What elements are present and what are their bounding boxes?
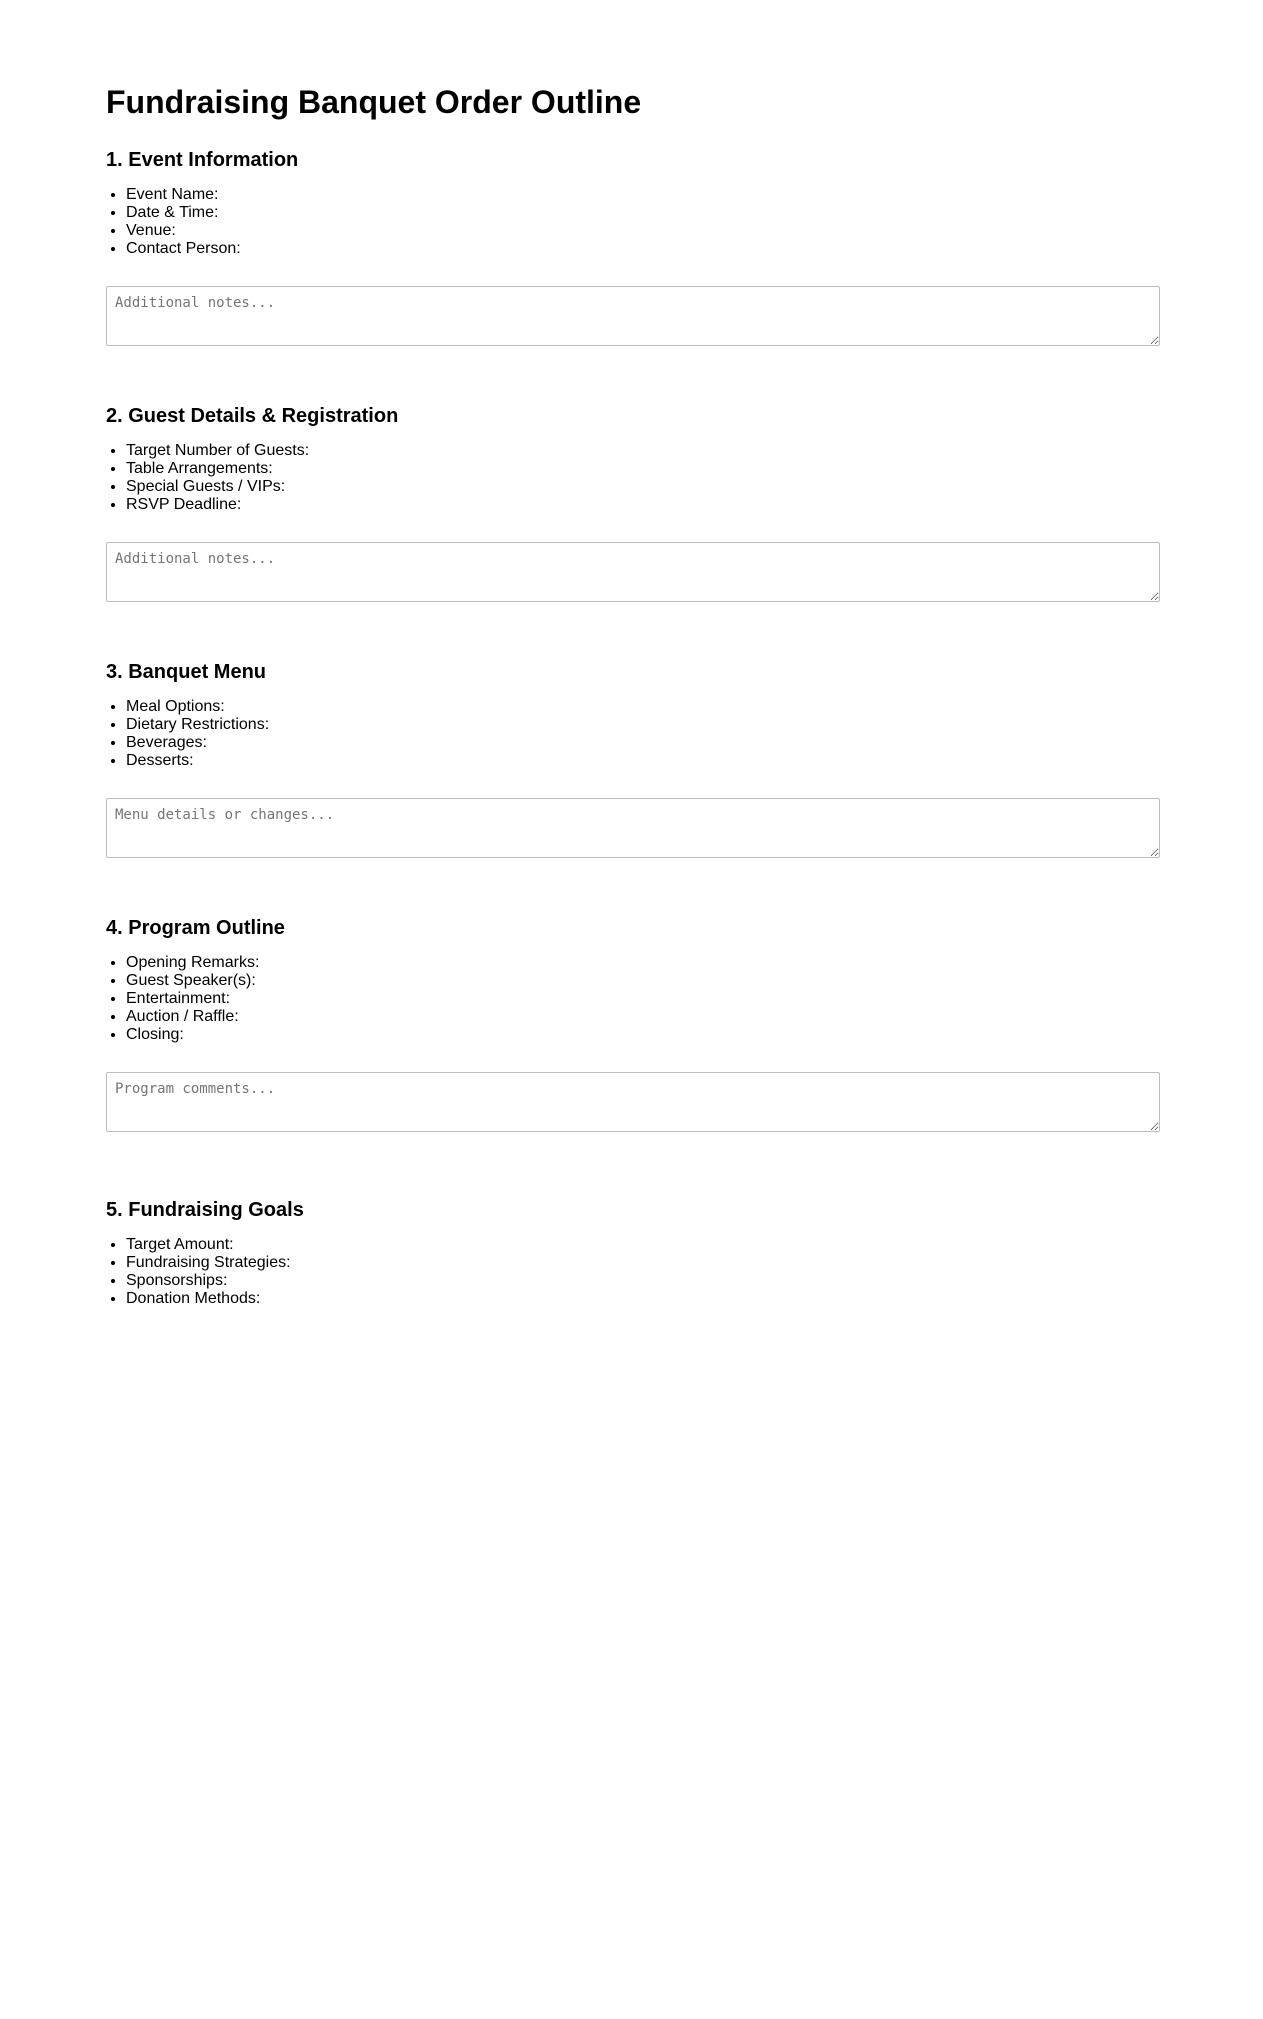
section-heading: 1. Event Information [106, 149, 299, 171]
section-heading: 4. Program Outline [106, 917, 285, 939]
section-heading: 3. Banquet Menu [106, 661, 267, 683]
section-program-outline [106, 916, 1160, 1132]
list-item: • Target Amount: [126, 1236, 1160, 1254]
list-item: • Beverages: [126, 734, 1160, 752]
list-item: • Contact Person: [126, 240, 1160, 258]
list-item: • Entertainment: [126, 990, 1160, 1008]
list-item: • Date & Time: [126, 204, 1160, 222]
list-item: • Opening Remarks: [126, 954, 1160, 972]
list-item: • Target Number of Guests: [126, 442, 1160, 460]
section-heading: 5. Fundraising Goals [106, 1199, 304, 1221]
list-item: • Dietary Restrictions: [126, 716, 1160, 734]
field-list [106, 186, 1160, 258]
section-heading: 2. Guest Details & Registration [106, 405, 399, 427]
list-item: • Special Guests / VIPs: [126, 478, 1160, 496]
list-item: • Desserts: [126, 752, 1160, 770]
section-event-information [106, 148, 1160, 346]
list-item: • Venue: [126, 222, 1160, 240]
list-item: • Table Arrangements: [126, 460, 1160, 478]
list-item: • Auction / Raffle: [126, 1008, 1160, 1026]
list-item: • Event Name: [126, 186, 1160, 204]
menu-notes-textarea[interactable] [106, 798, 1160, 858]
list-item: • Meal Options: [126, 698, 1160, 716]
section-guest-details [106, 404, 1160, 602]
list-item: • RSVP Deadline: [126, 496, 1160, 514]
field-list [106, 954, 1160, 1044]
document-page [106, 0, 1160, 1308]
section-fundraising-goals [106, 1198, 1160, 1308]
page-title: Fundraising Banquet Order Outline [106, 84, 642, 120]
guest-notes-textarea[interactable] [106, 542, 1160, 602]
list-item: • Fundraising Strategies: [126, 1254, 1160, 1272]
program-notes-textarea[interactable] [106, 1072, 1160, 1132]
field-list [106, 698, 1160, 770]
list-item: • Sponsorships: [126, 1272, 1160, 1290]
field-list [106, 442, 1160, 514]
event-notes-textarea[interactable] [106, 286, 1160, 346]
field-list [106, 1236, 1160, 1308]
list-item: • Closing: [126, 1026, 1160, 1044]
section-banquet-menu [106, 660, 1160, 858]
list-item: • Donation Methods: [126, 1290, 1160, 1308]
list-item: • Guest Speaker(s): [126, 972, 1160, 990]
